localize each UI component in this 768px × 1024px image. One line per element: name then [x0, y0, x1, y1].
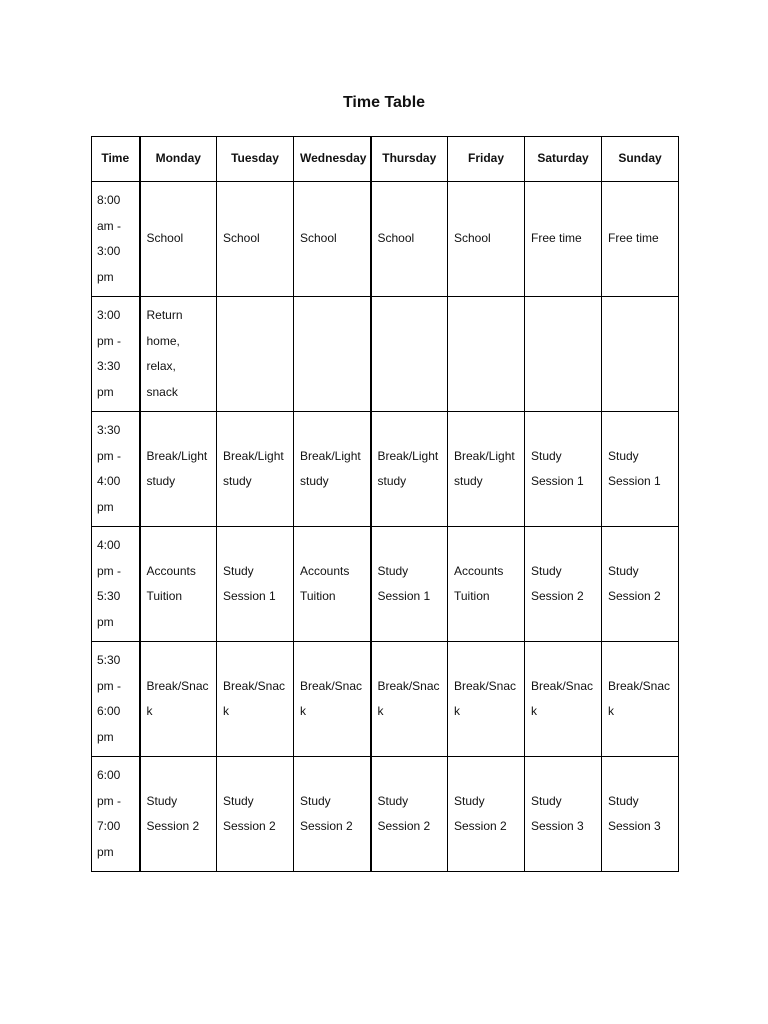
- cell-tuesday: Break/Light study: [217, 412, 294, 527]
- cell-wednesday: Break/Light study: [294, 412, 371, 527]
- cell-wednesday: Study Session 2: [294, 757, 371, 872]
- cell-thursday: Study Session 2: [371, 757, 448, 872]
- table-row: [92, 527, 679, 642]
- cell-sunday: Study Session 3: [602, 757, 679, 872]
- time-line: pm -: [97, 678, 121, 693]
- cell-monday: Return home, relax, snack: [140, 297, 217, 412]
- table-row: [92, 757, 679, 872]
- time-line: pm: [97, 844, 114, 859]
- cell-sunday: [602, 297, 679, 412]
- table-row: [92, 642, 679, 757]
- time-line: 6:00: [97, 768, 121, 782]
- cell-tuesday: Study Session 1: [217, 527, 294, 642]
- time-line: 6:00: [97, 704, 121, 718]
- cell-tuesday: [217, 297, 294, 412]
- cell-sunday: Free time: [602, 182, 679, 297]
- cell-thursday: [371, 297, 448, 412]
- time-cell: [92, 642, 140, 757]
- cell-tuesday: Break/Snac k: [217, 642, 294, 757]
- cell-monday: School: [140, 182, 217, 297]
- cell-saturday: Study Session 3: [525, 757, 602, 872]
- cell-monday: Break/Light study: [140, 412, 217, 527]
- time-line: 7:00: [97, 819, 121, 833]
- cell-friday: Break/Light study: [448, 412, 525, 527]
- header-time: Time: [92, 137, 140, 182]
- time-line: 4:00: [97, 538, 121, 552]
- time-line: 4:00: [97, 474, 121, 488]
- table-row: [92, 182, 679, 297]
- time-line: pm: [97, 269, 114, 284]
- time-cell: [92, 412, 140, 527]
- time-cell: [92, 527, 140, 642]
- header-wednesday: Wednesday: [294, 137, 371, 182]
- time-cell: [92, 297, 140, 412]
- header-tuesday: Tuesday: [217, 137, 294, 182]
- time-line: pm -: [97, 563, 121, 578]
- time-line: 3:00: [97, 308, 121, 322]
- cell-tuesday: Study Session 2: [217, 757, 294, 872]
- cell-friday: Break/Snac k: [448, 642, 525, 757]
- header-saturday: Saturday: [525, 137, 602, 182]
- time-line: 3:00: [97, 244, 121, 258]
- cell-wednesday: Accounts Tuition: [294, 527, 371, 642]
- cell-thursday: School: [371, 182, 448, 297]
- cell-sunday: Study Session 1: [602, 412, 679, 527]
- time-cell: [92, 757, 140, 872]
- cell-monday: Accounts Tuition: [140, 527, 217, 642]
- cell-sunday: Break/Snac k: [602, 642, 679, 757]
- timetable-body: [92, 182, 679, 872]
- time-line: 3:30: [97, 423, 121, 437]
- cell-thursday: Study Session 1: [371, 527, 448, 642]
- header-monday: Monday: [140, 137, 217, 182]
- time-line: pm: [97, 384, 114, 399]
- cell-saturday: Study Session 1: [525, 412, 602, 527]
- header-thursday: Thursday: [371, 137, 448, 182]
- header-friday: Friday: [448, 137, 525, 182]
- time-line: pm: [97, 614, 114, 629]
- cell-sunday: Study Session 2: [602, 527, 679, 642]
- table-row: [92, 412, 679, 527]
- cell-wednesday: Break/Snac k: [294, 642, 371, 757]
- cell-monday: Break/Snac k: [140, 642, 217, 757]
- cell-wednesday: School: [294, 182, 371, 297]
- time-line: pm -: [97, 793, 121, 808]
- cell-tuesday: School: [217, 182, 294, 297]
- time-line: pm: [97, 729, 114, 744]
- time-line: 5:30: [97, 589, 121, 603]
- timetable: [91, 136, 679, 872]
- cell-saturday: Study Session 2: [525, 527, 602, 642]
- time-line: 8:00: [97, 193, 121, 207]
- cell-friday: Study Session 2: [448, 757, 525, 872]
- header-row: [92, 137, 679, 182]
- time-line: 5:30: [97, 653, 121, 667]
- time-line: am -: [97, 218, 121, 233]
- cell-thursday: Break/Light study: [371, 412, 448, 527]
- cell-friday: Accounts Tuition: [448, 527, 525, 642]
- cell-wednesday: [294, 297, 371, 412]
- cell-friday: [448, 297, 525, 412]
- cell-monday: Study Session 2: [140, 757, 217, 872]
- cell-friday: School: [448, 182, 525, 297]
- cell-saturday: Break/Snac k: [525, 642, 602, 757]
- time-cell: [92, 182, 140, 297]
- time-line: 3:30: [97, 359, 121, 373]
- page-title: Time Table: [342, 94, 426, 111]
- header-sunday: Sunday: [602, 137, 679, 182]
- time-line: pm: [97, 499, 114, 514]
- time-line: pm -: [97, 448, 121, 463]
- table-row: [92, 297, 679, 412]
- cell-saturday: Free time: [525, 182, 602, 297]
- cell-saturday: [525, 297, 602, 412]
- cell-thursday: Break/Snac k: [371, 642, 448, 757]
- time-line: pm -: [97, 333, 121, 348]
